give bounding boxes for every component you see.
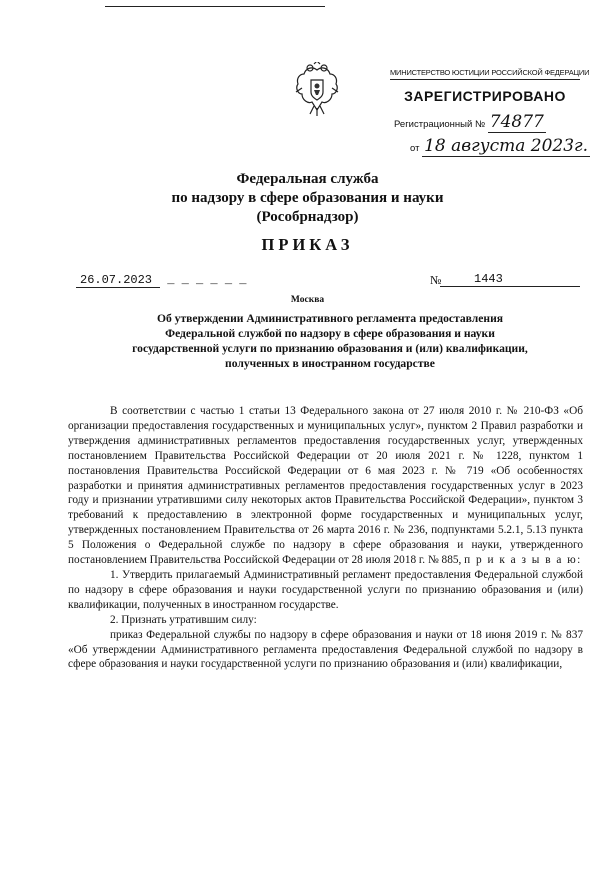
item-2: 2. Признать утратившим силу: — [110, 613, 257, 626]
order-subject — [80, 311, 580, 371]
document-type: ПРИКАЗ — [261, 235, 354, 254]
stamp-date-value: 18 августа 2023г. — [424, 136, 589, 156]
stamp-status: ЗАРЕГИСТРИРОВАНО — [404, 88, 566, 104]
command-text: п р и к а з ы в а ю: — [464, 554, 582, 567]
registration-stamp — [390, 68, 590, 164]
agency-line-1: Федеральная служба — [236, 171, 379, 187]
stamp-reg-number-row — [394, 112, 580, 132]
subject-line-3: государственной услуги по признанию образования и (или) квалификации, — [132, 342, 528, 355]
agency-name — [0, 170, 615, 227]
preamble-paragraph — [68, 404, 583, 568]
city: Москва — [290, 295, 325, 305]
subject-line-2: Федеральной службой по надзору в сфере образования и науки — [165, 327, 495, 340]
subject-line-4: полученных в иностранном государстве — [225, 357, 435, 370]
item-1: 1. Утвердить прилагаемый Административный регламент предоставления Федеральной службой по надзору в сфере образования и науки государственной услуги по признанию образования и (или) квалификации, полученных в иностранном государстве. — [68, 568, 583, 611]
order-number-label: № — [430, 273, 442, 287]
stamp-reg-number: 74877 — [489, 112, 544, 132]
order-number: 1443 — [474, 272, 503, 286]
stamp-date-row — [410, 136, 589, 156]
order-body — [68, 404, 583, 672]
order-number-underline — [440, 286, 580, 287]
subject-line-1: Об утверждении Административного регламента предоставления — [156, 312, 504, 325]
top-rule — [105, 6, 325, 7]
agency-line-2: по надзору в сфере образования и науки — [171, 190, 444, 206]
stamp-reg-label: Регистрационный № — [394, 119, 486, 130]
stamp-ministry: МИНИСТЕРСТВО ЮСТИЦИИ РОССИЙСКОЙ ФЕДЕРАЦИИ — [390, 68, 580, 80]
stamp-date-label: от — [410, 143, 420, 154]
coat-of-arms-emblem — [292, 62, 342, 118]
preamble-text: В соответствии с частью 1 статьи 13 Федерального закона от 27 июля 2010 г. № 210-ФЗ «Об организации предоставления государственных и муниципальных услуг», пунктом 2 Правил разработки и утверждения административных регламентов предоставления государственных услуг, утвержденных постановлением Правительства Российской Федерации от 20 июля 2021 г. № 1228, пунктом 1 постановления Правительства Российской Федерации от 6 мая 2023 г. № 719 «Об особенностях разработки и принятия административных регламентов предоставления государственных услуг в 2023 году и признании утратившими силу некоторых актов Правительства Российской Федерации», пунктом 3 требований к предоставлению в электронной форме государственных и муниципальных услуг, утвержденных постановлением Правительства от 26 марта 2016 г. № 236, подпунктами 5.2.1, 5.13 пункта 5 Положения о Федеральной службе по надзору в сфере образования и науки, утвержденного постановлением Правительства Российской Федерации от 28 июля 2018 г. № 885, — [68, 405, 583, 567]
agency-line-3: (Рособрнадзор) — [256, 209, 359, 225]
order-date: 26.07.2023 _ _ _ _ _ _ — [76, 273, 246, 287]
item-2-text: приказ Федеральной службы по надзору в сфере образования и науки от 18 июня 2019 г. № 837 «Об утверждении Административного регламента предоставления Федеральной службой по надзору в сфере образования и науки государственной услуги по признанию образования и (или) квалификации, — [68, 628, 583, 671]
